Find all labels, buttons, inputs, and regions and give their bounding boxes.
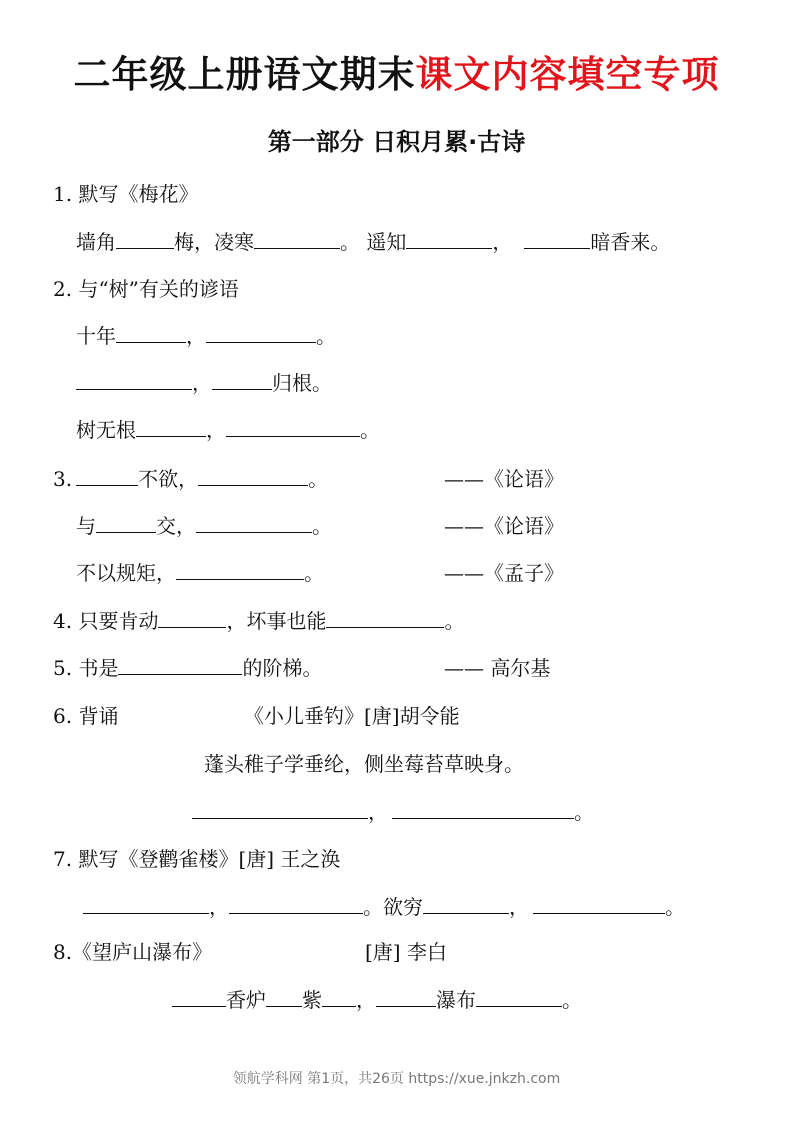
q2-text: 树无根 (76, 418, 136, 442)
q3-text: 交， (156, 514, 196, 538)
blank[interactable] (226, 416, 360, 437)
blank[interactable] (423, 893, 509, 914)
blank[interactable] (392, 798, 574, 819)
q2-text: 十年 (76, 324, 116, 348)
blank[interactable] (322, 986, 356, 1007)
q1-text-3: 。 遥知 (340, 230, 407, 254)
blank[interactable] (96, 512, 156, 533)
title-red: 课文内容填空专项 (415, 53, 720, 96)
blank[interactable] (376, 986, 436, 1007)
page-title (0, 44, 793, 98)
q2-text: ， (192, 371, 212, 395)
q3-source-2: ——《论语》 (444, 514, 564, 538)
q6-text: 。 (574, 800, 594, 824)
blank[interactable] (118, 654, 242, 675)
q2-text: 。 (316, 324, 336, 348)
q1-text-4: ， (492, 230, 513, 254)
blank[interactable] (172, 986, 226, 1007)
section-subtitle: 第一部分 日积月累·古诗 (267, 128, 526, 156)
blank[interactable] (406, 228, 492, 249)
q1-line (76, 228, 670, 256)
q3-source-1: ——《论语》 (444, 467, 564, 491)
q8-heading: 8.《望庐山瀑布》 (53, 940, 213, 964)
q3-text: 。 (312, 514, 332, 538)
blank[interactable] (116, 322, 186, 343)
blank[interactable] (176, 559, 304, 580)
blank[interactable] (266, 986, 302, 1007)
q2-text: 归根。 (272, 371, 332, 395)
q2-line-1 (76, 322, 336, 350)
q5-line (53, 654, 322, 682)
blank[interactable] (196, 512, 312, 533)
q8-text: 瀑布 (436, 988, 476, 1012)
blank[interactable] (254, 228, 340, 249)
blank[interactable] (533, 893, 665, 914)
q3-text: 与 (76, 514, 96, 538)
q3-number: 3. (53, 467, 73, 491)
q7-heading: 7. 默写《登鹳雀楼》[唐] 王之涣 (53, 847, 341, 871)
q3-text: 。 (308, 467, 329, 491)
q2-text: ， (206, 418, 226, 442)
q3-source-3: ——《孟子》 (444, 561, 564, 585)
title-black: 二年级上册语文期末 (73, 53, 416, 96)
q8-author: [唐] 李白 (365, 940, 447, 964)
q8-text: 。 (562, 988, 582, 1012)
q4-text: ，坏事也能 (226, 609, 327, 633)
q2-heading: 2. 与“树”有关的谚语 (53, 277, 239, 301)
q8-text: 紫 (302, 988, 322, 1012)
q1-text-5: 暗香来。 (590, 230, 671, 254)
q6-poem-line: 蓬头稚子学垂纶，侧坐莓苔草映身。 (204, 752, 524, 776)
blank[interactable] (136, 416, 206, 437)
q1-text-1: 墙角 (76, 230, 116, 254)
q4-line (53, 607, 464, 635)
blank[interactable] (198, 465, 308, 486)
q7-text: 。 (665, 895, 685, 919)
q3-text: 不以规矩， (76, 561, 176, 585)
blank[interactable] (158, 607, 226, 628)
q4-text: 4. 只要肯动 (53, 609, 159, 633)
q6-text: ， (368, 800, 388, 824)
q3-line-3 (76, 559, 324, 587)
q2-text: ， (186, 324, 206, 348)
blank[interactable] (212, 369, 272, 390)
q1-heading: 1. 默写《梅花》 (53, 182, 199, 206)
blank[interactable] (524, 228, 590, 249)
q7-answer-line (83, 893, 685, 921)
blank[interactable] (76, 369, 192, 390)
blank[interactable] (229, 893, 363, 914)
q4-text: 。 (444, 609, 465, 633)
q2-line-2 (76, 369, 332, 397)
q6-heading: 6. 背诵 (53, 704, 119, 728)
q5-text: 5. 书是 (53, 656, 119, 680)
blank[interactable] (326, 607, 444, 628)
q3-line-2 (76, 512, 332, 540)
q8-text: ， (356, 988, 376, 1012)
q3-text: 。 (304, 561, 324, 585)
blank[interactable] (83, 893, 209, 914)
q2-line-3 (76, 416, 380, 444)
q1-text-2: 梅，凌寒 (174, 230, 254, 254)
blank[interactable] (206, 322, 316, 343)
q5-source: —— 高尔基 (444, 656, 551, 680)
blank[interactable] (76, 465, 138, 486)
blank[interactable] (116, 228, 174, 249)
q8-text: 香炉 (226, 988, 266, 1012)
page-footer: 领航学科网 第1页，共26页 https://xue.jnkzh.com (232, 1071, 561, 1087)
q7-text: ， (509, 895, 529, 919)
q2-text: 。 (360, 418, 380, 442)
q6-poem-title: 《小儿垂钓》[唐]胡令能 (244, 704, 460, 728)
q3-line-1 (53, 465, 328, 493)
q6-answer-line (192, 798, 594, 826)
q8-answer-line (172, 986, 582, 1014)
blank[interactable] (192, 798, 368, 819)
q5-text: 的阶梯。 (242, 656, 323, 680)
q7-text: ， (209, 895, 229, 919)
q3-text: 不欲， (138, 467, 199, 491)
blank[interactable] (476, 986, 562, 1007)
q7-text: 。欲穷 (363, 895, 423, 919)
